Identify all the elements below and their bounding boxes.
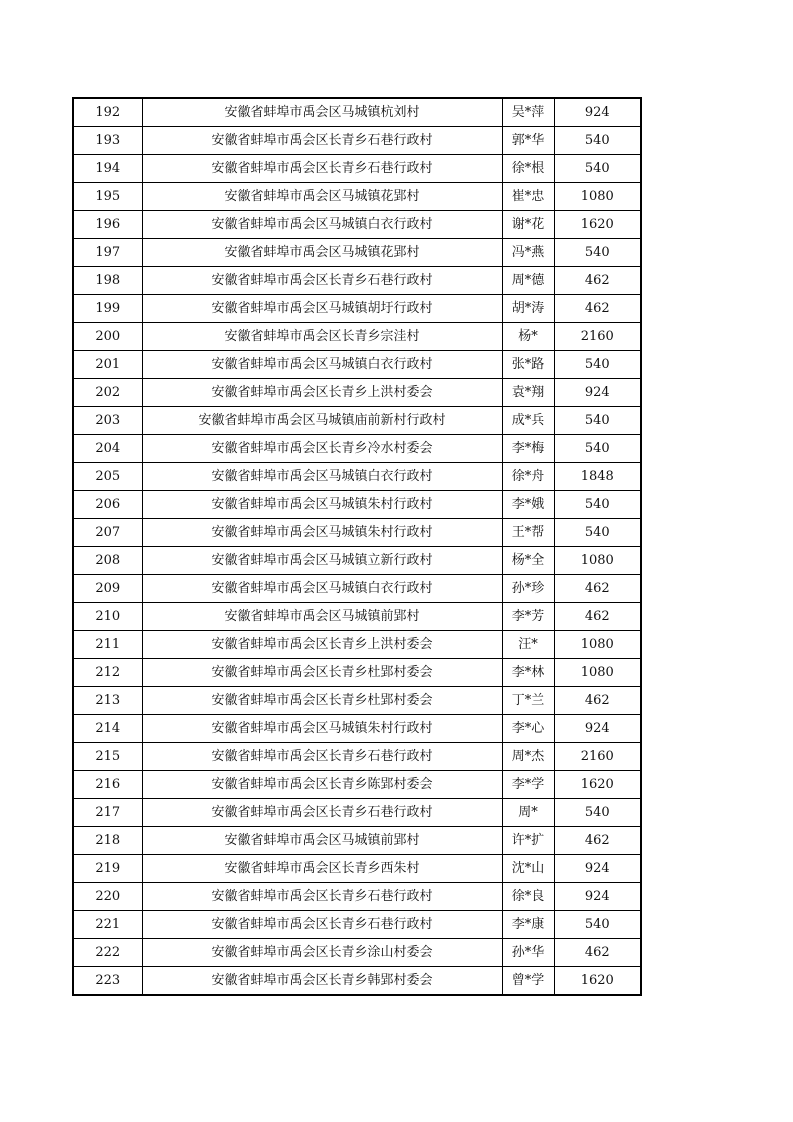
address-cell: 安徽省蚌埠市禹会区马城镇前郢村 <box>142 827 502 855</box>
row-number-cell: 208 <box>73 547 142 575</box>
table-row <box>73 98 641 127</box>
address-cell: 安徽省蚌埠市禹会区长青乡石巷行政村 <box>142 267 502 295</box>
row-number-cell: 204 <box>73 435 142 463</box>
name-cell: 杨* <box>502 323 554 351</box>
amount-cell: 924 <box>554 883 641 911</box>
amount-cell: 1080 <box>554 659 641 687</box>
amount-cell: 540 <box>554 491 641 519</box>
row-number-cell: 221 <box>73 911 142 939</box>
name-cell: 袁*翔 <box>502 379 554 407</box>
row-number-cell: 215 <box>73 743 142 771</box>
address-cell: 安徽省蚌埠市禹会区马城镇朱村行政村 <box>142 715 502 743</box>
amount-cell: 540 <box>554 519 641 547</box>
address-cell: 安徽省蚌埠市禹会区马城镇花郢村 <box>142 183 502 211</box>
address-cell: 安徽省蚌埠市禹会区长青乡石巷行政村 <box>142 127 502 155</box>
records-table-body <box>73 98 641 995</box>
amount-cell: 540 <box>554 407 641 435</box>
table-row <box>73 351 641 379</box>
address-cell: 安徽省蚌埠市禹会区长青乡韩郢村委会 <box>142 967 502 996</box>
table-row <box>73 799 641 827</box>
row-number-cell: 202 <box>73 379 142 407</box>
row-number-cell: 216 <box>73 771 142 799</box>
address-cell: 安徽省蚌埠市禹会区长青乡冷水村委会 <box>142 435 502 463</box>
table-row <box>73 939 641 967</box>
row-number-cell: 212 <box>73 659 142 687</box>
amount-cell: 540 <box>554 127 641 155</box>
amount-cell: 540 <box>554 351 641 379</box>
amount-cell: 462 <box>554 267 641 295</box>
table-row <box>73 239 641 267</box>
name-cell: 沈*山 <box>502 855 554 883</box>
row-number-cell: 193 <box>73 127 142 155</box>
name-cell: 徐*舟 <box>502 463 554 491</box>
table-row <box>73 603 641 631</box>
table-row <box>73 435 641 463</box>
row-number-cell: 217 <box>73 799 142 827</box>
address-cell: 安徽省蚌埠市禹会区长青乡石巷行政村 <box>142 883 502 911</box>
name-cell: 丁*兰 <box>502 687 554 715</box>
address-cell: 安徽省蚌埠市禹会区马城镇杭刘村 <box>142 98 502 127</box>
name-cell: 张*路 <box>502 351 554 379</box>
name-cell: 周* <box>502 799 554 827</box>
amount-cell: 924 <box>554 715 641 743</box>
address-cell: 安徽省蚌埠市禹会区马城镇朱村行政村 <box>142 519 502 547</box>
row-number-cell: 211 <box>73 631 142 659</box>
row-number-cell: 203 <box>73 407 142 435</box>
records-table <box>72 97 642 996</box>
name-cell: 李*梅 <box>502 435 554 463</box>
table-row <box>73 379 641 407</box>
row-number-cell: 195 <box>73 183 142 211</box>
row-number-cell: 222 <box>73 939 142 967</box>
table-row <box>73 883 641 911</box>
table-row <box>73 827 641 855</box>
address-cell: 安徽省蚌埠市禹会区长青乡石巷行政村 <box>142 743 502 771</box>
row-number-cell: 198 <box>73 267 142 295</box>
name-cell: 李*康 <box>502 911 554 939</box>
name-cell: 徐*根 <box>502 155 554 183</box>
table-row <box>73 911 641 939</box>
amount-cell: 1080 <box>554 183 641 211</box>
amount-cell: 2160 <box>554 323 641 351</box>
amount-cell: 540 <box>554 155 641 183</box>
row-number-cell: 201 <box>73 351 142 379</box>
name-cell: 郭*华 <box>502 127 554 155</box>
table-row <box>73 575 641 603</box>
row-number-cell: 199 <box>73 295 142 323</box>
address-cell: 安徽省蚌埠市禹会区长青乡陈郢村委会 <box>142 771 502 799</box>
amount-cell: 1620 <box>554 967 641 996</box>
table-row <box>73 687 641 715</box>
name-cell: 李*林 <box>502 659 554 687</box>
row-number-cell: 213 <box>73 687 142 715</box>
row-number-cell: 192 <box>73 98 142 127</box>
name-cell: 崔*忠 <box>502 183 554 211</box>
row-number-cell: 220 <box>73 883 142 911</box>
table-row <box>73 211 641 239</box>
table-row <box>73 743 641 771</box>
row-number-cell: 218 <box>73 827 142 855</box>
name-cell: 杨*全 <box>502 547 554 575</box>
name-cell: 许*扩 <box>502 827 554 855</box>
name-cell: 吴*萍 <box>502 98 554 127</box>
address-cell: 安徽省蚌埠市禹会区长青乡石巷行政村 <box>142 155 502 183</box>
address-cell: 安徽省蚌埠市禹会区长青乡石巷行政村 <box>142 911 502 939</box>
amount-cell: 540 <box>554 911 641 939</box>
name-cell: 李*娥 <box>502 491 554 519</box>
name-cell: 李*芳 <box>502 603 554 631</box>
address-cell: 安徽省蚌埠市禹会区长青乡石巷行政村 <box>142 799 502 827</box>
address-cell: 安徽省蚌埠市禹会区马城镇立新行政村 <box>142 547 502 575</box>
table-row <box>73 659 641 687</box>
amount-cell: 462 <box>554 687 641 715</box>
address-cell: 安徽省蚌埠市禹会区长青乡西朱村 <box>142 855 502 883</box>
address-cell: 安徽省蚌埠市禹会区长青乡上洪村委会 <box>142 631 502 659</box>
amount-cell: 1620 <box>554 771 641 799</box>
table-row <box>73 491 641 519</box>
amount-cell: 540 <box>554 799 641 827</box>
address-cell: 安徽省蚌埠市禹会区长青乡杜郢村委会 <box>142 659 502 687</box>
table-row <box>73 771 641 799</box>
address-cell: 安徽省蚌埠市禹会区马城镇朱村行政村 <box>142 491 502 519</box>
name-cell: 汪* <box>502 631 554 659</box>
row-number-cell: 210 <box>73 603 142 631</box>
row-number-cell: 207 <box>73 519 142 547</box>
amount-cell: 462 <box>554 939 641 967</box>
table-row <box>73 463 641 491</box>
table-row <box>73 407 641 435</box>
amount-cell: 924 <box>554 98 641 127</box>
address-cell: 安徽省蚌埠市禹会区长青乡上洪村委会 <box>142 379 502 407</box>
row-number-cell: 219 <box>73 855 142 883</box>
table-row <box>73 855 641 883</box>
name-cell: 周*杰 <box>502 743 554 771</box>
table-row <box>73 519 641 547</box>
table-row <box>73 715 641 743</box>
row-number-cell: 209 <box>73 575 142 603</box>
row-number-cell: 194 <box>73 155 142 183</box>
row-number-cell: 205 <box>73 463 142 491</box>
table-row <box>73 967 641 996</box>
row-number-cell: 214 <box>73 715 142 743</box>
row-number-cell: 200 <box>73 323 142 351</box>
table-row <box>73 323 641 351</box>
address-cell: 安徽省蚌埠市禹会区马城镇前郢村 <box>142 603 502 631</box>
amount-cell: 2160 <box>554 743 641 771</box>
name-cell: 孙*华 <box>502 939 554 967</box>
name-cell: 成*兵 <box>502 407 554 435</box>
name-cell: 王*帮 <box>502 519 554 547</box>
amount-cell: 462 <box>554 827 641 855</box>
amount-cell: 924 <box>554 379 641 407</box>
amount-cell: 540 <box>554 239 641 267</box>
address-cell: 安徽省蚌埠市禹会区马城镇白衣行政村 <box>142 575 502 603</box>
table-row <box>73 547 641 575</box>
row-number-cell: 206 <box>73 491 142 519</box>
address-cell: 安徽省蚌埠市禹会区马城镇胡圩行政村 <box>142 295 502 323</box>
amount-cell: 1080 <box>554 631 641 659</box>
amount-cell: 924 <box>554 855 641 883</box>
amount-cell: 462 <box>554 295 641 323</box>
name-cell: 胡*涛 <box>502 295 554 323</box>
name-cell: 曾*学 <box>502 967 554 996</box>
name-cell: 李*学 <box>502 771 554 799</box>
row-number-cell: 196 <box>73 211 142 239</box>
address-cell: 安徽省蚌埠市禹会区马城镇白衣行政村 <box>142 351 502 379</box>
address-cell: 安徽省蚌埠市禹会区长青乡宗洼村 <box>142 323 502 351</box>
address-cell: 安徽省蚌埠市禹会区长青乡杜郢村委会 <box>142 687 502 715</box>
address-cell: 安徽省蚌埠市禹会区马城镇花郢村 <box>142 239 502 267</box>
amount-cell: 462 <box>554 575 641 603</box>
address-cell: 安徽省蚌埠市禹会区马城镇白衣行政村 <box>142 211 502 239</box>
amount-cell: 1620 <box>554 211 641 239</box>
name-cell: 徐*良 <box>502 883 554 911</box>
name-cell: 李*心 <box>502 715 554 743</box>
name-cell: 周*德 <box>502 267 554 295</box>
row-number-cell: 197 <box>73 239 142 267</box>
table-row <box>73 267 641 295</box>
name-cell: 谢*花 <box>502 211 554 239</box>
table-row <box>73 127 641 155</box>
table-row <box>73 295 641 323</box>
name-cell: 冯*燕 <box>502 239 554 267</box>
table-row <box>73 155 641 183</box>
table-row <box>73 631 641 659</box>
amount-cell: 1080 <box>554 547 641 575</box>
amount-cell: 540 <box>554 435 641 463</box>
amount-cell: 462 <box>554 603 641 631</box>
name-cell: 孙*珍 <box>502 575 554 603</box>
table-row <box>73 183 641 211</box>
row-number-cell: 223 <box>73 967 142 996</box>
amount-cell: 1848 <box>554 463 641 491</box>
address-cell: 安徽省蚌埠市禹会区长青乡涂山村委会 <box>142 939 502 967</box>
address-cell: 安徽省蚌埠市禹会区马城镇庙前新村行政村 <box>142 407 502 435</box>
address-cell: 安徽省蚌埠市禹会区马城镇白衣行政村 <box>142 463 502 491</box>
